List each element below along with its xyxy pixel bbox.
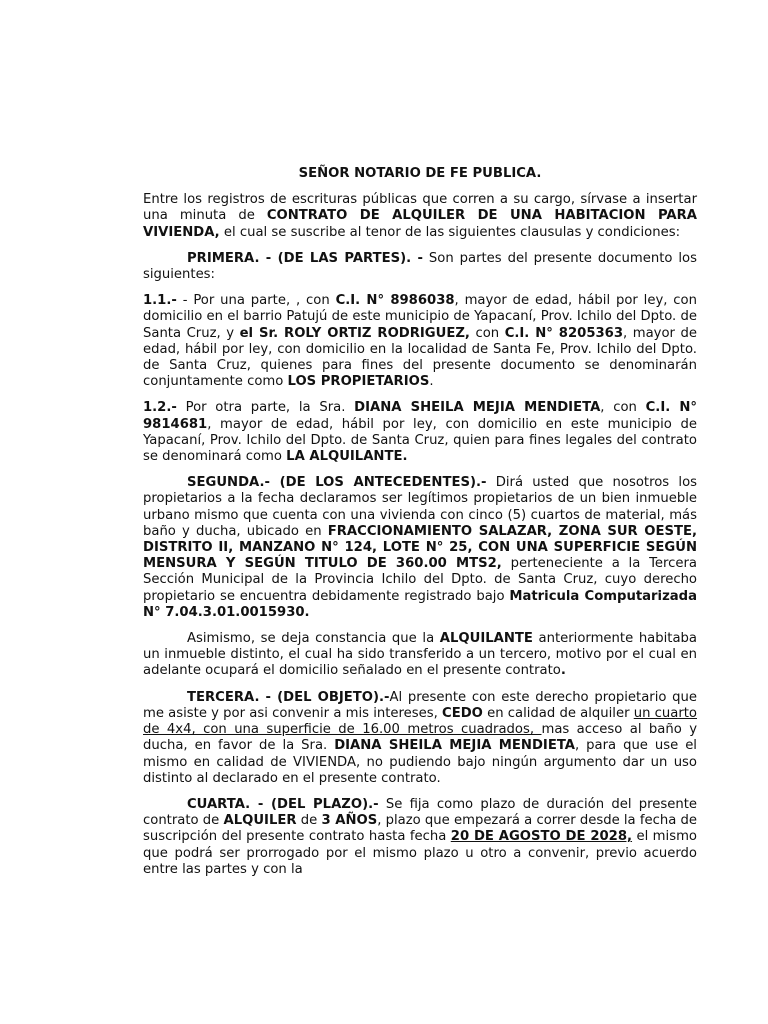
- clause-text: Al presente con este derecho propietario que me asiste y por asi convenir a mis intereses,: [143, 689, 697, 721]
- tenant-term: ALQUILANTE: [439, 631, 533, 647]
- clause-text: , plazo que empezará a correr desde la fecha de suscripción del presente contrato hasta fecha: [143, 813, 698, 845]
- clause-text: , mayor de edad, hábil por ley, con domicilio en el barrio Patujú de este municipio de Yapacaní, Prov. Ichilo del Dpto. de Santa Cruz, y: [143, 293, 697, 341]
- registry-number: Matricula Computarizada N° 7.04.3.01.0015930.: [143, 588, 697, 620]
- closing-period: .: [560, 663, 566, 679]
- clause-text: perteneciente a la Tercera Sección Municipal de la Provincia Ichilo del Dpto. de Santa Cruz, cuyo derecho propietario se encuentra debidamente registrado bajo: [143, 556, 697, 604]
- tenant-name: DIANA SHEILA MEJIA MENDIETA: [334, 738, 575, 754]
- clause-text: en calidad de alquiler: [482, 705, 634, 721]
- clause-text: - Por una parte, , con: [176, 293, 336, 309]
- alquiler-term: ALQUILER: [223, 813, 297, 829]
- end-date: 20 DE AGOSTO DE 2028,: [450, 829, 633, 845]
- clause-cuarta: [143, 797, 697, 878]
- document-title: SEÑOR NOTARIO DE FE PUBLICA.: [298, 166, 542, 181]
- clause-1-1-number: 1.1.-: [143, 293, 177, 309]
- contract-type: CONTRATO DE ALQUILER DE UNA HABITACION PARA VIVIENDA,: [143, 208, 697, 240]
- owner-name: el Sr. ROLY ORTIZ RODRIGUEZ,: [239, 325, 470, 341]
- clause-text: .: [429, 374, 434, 390]
- clause-primera-text: Son partes del presente documento los siguientes:: [143, 250, 697, 283]
- tenant-name: DIANA SHEILA MEJIA MENDIETA: [354, 400, 601, 416]
- intro-text: Entre los registros de escrituras públicas que corren a su cargo, sírvase a insertar una minuta de: [143, 192, 697, 224]
- clause-text: de: [296, 813, 322, 829]
- clause-text: , con: [600, 400, 646, 416]
- clause-tercera: [143, 690, 697, 787]
- intro-paragraph: [143, 192, 697, 241]
- clause-tercera-heading: TERCERA. - (DEL OBJETO).-: [187, 689, 390, 705]
- clause-text: con: [469, 325, 505, 341]
- clause-text: Asimismo, se deja constancia que la: [187, 631, 440, 647]
- clause-1-2-number: 1.2.-: [143, 400, 177, 416]
- clause-1-2: [143, 400, 697, 465]
- clause-text: Dirá usted que nosotros los propietarios a la fecha declaramos ser legítimos propietarios de un bien inmueble urbano mismo que cuenta con una vivienda con cinco (5) cuartos de material, más baño y ducha, ubicado en: [143, 475, 698, 539]
- asimismo-paragraph: [143, 631, 697, 680]
- cedo-term: CEDO: [442, 705, 483, 721]
- owners-label: LOS PROPIETARIOS: [287, 374, 430, 390]
- clause-primera: [143, 251, 697, 283]
- clause-primera-heading: PRIMERA. - (DE LAS PARTES). -: [187, 250, 423, 266]
- clause-cuarta-heading: CUARTA. - (DEL PLAZO).-: [187, 796, 379, 812]
- id-number-3: C.I. N° 9814681: [143, 400, 697, 432]
- clause-text: anteriormente habitaba un inmueble distinto, el cual ha sido transferido a un tercero, motivo por el cual en adelante ocupará el domicilio señalado en el presente contrato: [143, 631, 698, 679]
- clause-text: mas acceso al baño y ducha, en favor de la Sra.: [143, 722, 697, 754]
- clause-text: el mismo que podrá ser prorrogado por el mismo plazo u otro a convenir, previo acuerdo entre las partes y con la: [143, 829, 697, 877]
- clause-text: Se fija como plazo de duración del presente contrato de: [143, 796, 697, 829]
- clause-1-1: [143, 293, 697, 390]
- clause-text: , mayor de edad, hábil por ley, con domicilio en la localidad de Santa Fe, Prov. Ichilo del Dpto. de Santa Cruz, quienes para fines del presente documento se denominarán conjuntamente como: [143, 325, 698, 390]
- clause-segunda: [143, 475, 697, 621]
- duration: 3 AÑOS: [321, 813, 378, 829]
- document-page: [143, 166, 697, 888]
- clause-text: Por otra parte, la Sra.: [176, 400, 355, 416]
- id-number-1: C.I. N° 8986038: [335, 293, 455, 309]
- clause-text: , mayor de edad, hábil por ley, con domicilio en este municipio de Yapacaní, Prov. Ichilo del Dpto. de Santa Cruz, quien para fines legales del contrato se denominará como: [143, 416, 697, 465]
- property-location: FRACCIONAMIENTO SALAZAR, ZONA SUR OESTE, DISTRITO II, MANZANO N° 124, LOTE N° 25, CON UNA SUPERFICIE SEGÚN MENSURA Y SEGÚN TITULO DE 360.00 MTS2,: [143, 523, 697, 572]
- room-description: un cuarto de 4x4, con una superficie de 16.00 metros cuadrados,: [143, 705, 697, 738]
- tenant-label: LA ALQUILANTE.: [286, 449, 408, 465]
- id-number-2: C.I. N° 8205363: [504, 325, 624, 341]
- clause-text: , para que use el mismo en calidad de VIVIENDA, no pudiendo bajo ningún argumento dar un uso distinto al declarado en el presente contrato.: [143, 738, 697, 786]
- intro-text-end: el cual se suscribe al tenor de las siguientes clausulas y condiciones:: [219, 224, 681, 240]
- clause-segunda-heading: SEGUNDA.- (DE LOS ANTECEDENTES).-: [187, 475, 487, 491]
